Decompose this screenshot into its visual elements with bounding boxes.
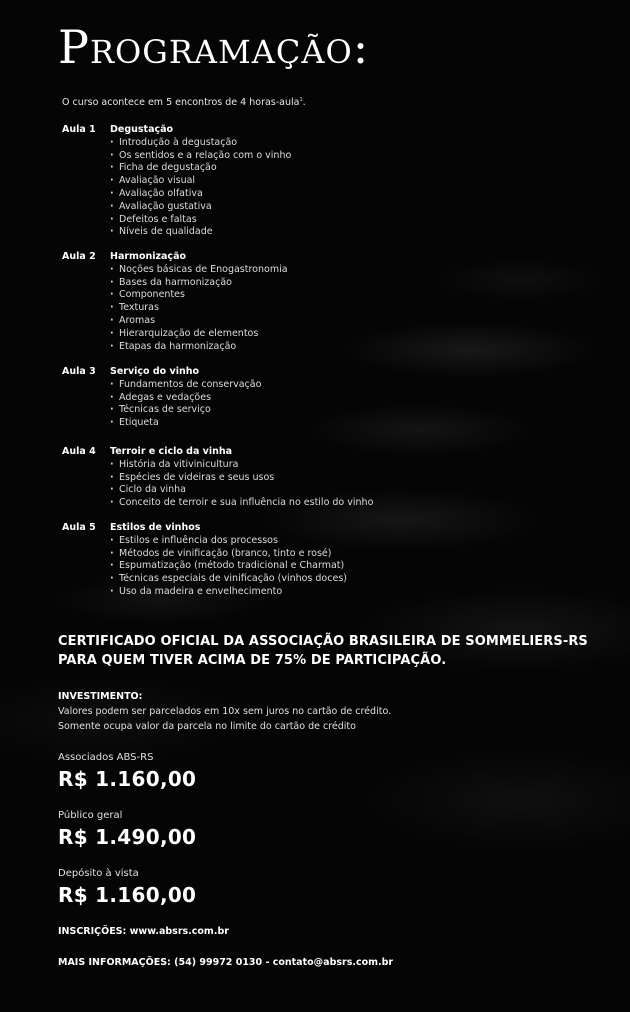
lesson-title: Serviço do vinho [110, 366, 200, 377]
lesson-topic-item: · Níveis de qualidade [110, 226, 510, 239]
lesson-topic-item: · Noções básicas de Enogastronomia [110, 264, 510, 277]
intro-text [62, 97, 306, 108]
lesson-topic-item: · Avaliação visual [110, 175, 510, 188]
lesson-topic-item: · Espumatização (método tradicional e Charmat) [110, 560, 510, 573]
lesson-body [110, 251, 510, 353]
lesson-topic-item: · Técnicas especiais de vinificação (vinhos doces) [110, 573, 510, 586]
lesson-number: Aula 2 [62, 251, 96, 262]
lesson-topics [110, 379, 510, 430]
lesson-topic-item: · Etapas da harmonização [110, 341, 510, 354]
lesson-number: Aula 3 [62, 366, 96, 377]
lesson-topic-item: · Etiqueta [110, 417, 510, 430]
lesson-topic-item: · Avaliação gustativa [110, 201, 510, 214]
price-label-general: Público geral [58, 810, 123, 821]
lesson-body [110, 124, 510, 239]
lesson-topics [110, 535, 510, 599]
lesson-topic-item: · Ciclo da vinha [110, 484, 510, 497]
lesson-topic-item: · Os sentidos e a relação com o vinho [110, 150, 510, 163]
lesson-topic-item: · Técnicas de serviço [110, 404, 510, 417]
lesson-topic-item: · Fundamentos de conservação [110, 379, 510, 392]
lesson-body [110, 522, 510, 599]
lesson-topic-item: · Componentes [110, 289, 510, 302]
lesson-topic-item: · Conceito de terroir e sua influência no estilo do vinho [110, 497, 510, 510]
intro-period: . [302, 97, 306, 109]
lesson-topics [110, 459, 510, 510]
contact-info[interactable]: MAIS INFORMAÇÕES: (54) 99972 0130 - contato@absrs.com.br [58, 957, 394, 968]
lesson-topic-item: · Texturas [110, 302, 510, 315]
lesson-title: Degustação [110, 124, 174, 135]
lesson-topic-item: · Ficha de degustação [110, 162, 510, 175]
lesson-topics [110, 264, 510, 354]
price-label-deposit: Depósito à vista [58, 868, 139, 879]
lesson-title: Estilos de vinhos [110, 522, 201, 533]
lesson-topic-item: · Introdução à degustação [110, 137, 510, 150]
lesson-topic-item: · Espécies de videiras e seus usos [110, 472, 510, 485]
page-title: Programação: [58, 20, 370, 74]
registration-link[interactable]: INSCRIÇÕES: www.absrs.com.br [58, 926, 229, 937]
price-label-associates: Associados ABS-RS [58, 752, 154, 763]
lesson-title: Harmonização [110, 251, 186, 262]
lesson-topic-item: · Adegas e vedações [110, 392, 510, 405]
intro-footnote-mark: 1 [299, 97, 303, 103]
investment-line-2: Somente ocupa valor da parcela no limite do cartão de crédito [58, 721, 356, 732]
lesson-topics [110, 137, 510, 239]
certificate-notice [58, 632, 598, 670]
certificate-line-1: CERTIFICADO OFICIAL DA ASSOCIAÇÃO BRASILEIRA DE SOMMELIERS-RS [58, 634, 588, 649]
lesson-body [110, 366, 510, 430]
price-deposit: R$ 1.160,00 [58, 883, 197, 907]
certificate-line-2: PARA QUEM TIVER ACIMA DE 75% DE PARTICIPAÇÃO. [58, 653, 447, 668]
lesson-title: Terroir e ciclo da vinha [110, 446, 233, 457]
lesson-topic-item: · Uso da madeira e envelhecimento [110, 586, 510, 599]
investment-line-1: Valores podem ser parcelados em 10x sem juros no cartão de crédito. [58, 706, 392, 717]
lesson-topic-item: · Hierarquização de elementos [110, 328, 510, 341]
lesson-number: Aula 5 [62, 522, 96, 533]
lesson-topic-item: · Estilos e influência dos processos [110, 535, 510, 548]
price-associates: R$ 1.160,00 [58, 767, 197, 791]
lesson-topic-item: · Aromas [110, 315, 510, 328]
investment-section [58, 689, 391, 734]
lesson-number: Aula 1 [62, 124, 96, 135]
investment-heading: INVESTIMENTO: [58, 691, 143, 702]
intro-line: O curso acontece em 5 encontros de 4 horas-aula [62, 97, 300, 109]
lesson-topic-item: · Métodos de vinificação (branco, tinto e rosé) [110, 548, 510, 561]
lesson-topic-item: · Avaliação olfativa [110, 188, 510, 201]
lesson-topic-item: · História da vitivinicultura [110, 459, 510, 472]
lesson-topic-item: · Defeitos e faltas [110, 214, 510, 227]
lesson-topic-item: · Bases da harmonização [110, 277, 510, 290]
lesson-number: Aula 4 [62, 446, 96, 457]
price-general: R$ 1.490,00 [58, 825, 197, 849]
lesson-body [110, 446, 510, 510]
